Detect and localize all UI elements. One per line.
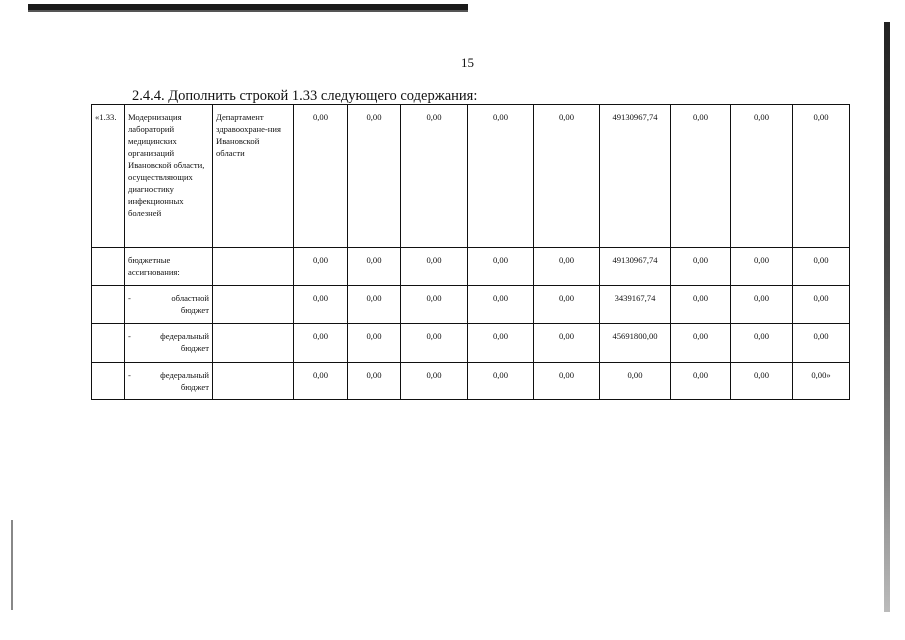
value-cell: 0,00 — [468, 363, 534, 400]
table-row-main — [92, 105, 850, 248]
value-cell: 0,00 — [793, 324, 850, 363]
value-cell: 0,00 — [671, 286, 731, 324]
value-cell: 0,00 — [671, 248, 731, 286]
value-cell: 0,00 — [348, 286, 401, 324]
value-cell: 0,00 — [731, 363, 793, 400]
label-suffix: бюджетные ассигнования: — [128, 255, 180, 277]
value-cell: 0,00 — [793, 105, 850, 248]
empty-cell — [92, 286, 125, 324]
empty-cell — [213, 248, 294, 286]
executor: Департамент здравоохране-ния Ивановской области — [213, 105, 294, 248]
table-row-federal-budget-2 — [92, 363, 850, 400]
value-cell: 0,00 — [468, 105, 534, 248]
table-row-budget-total — [92, 248, 850, 286]
value-cell: 49130967,74 — [600, 248, 671, 286]
value-cell: 0,00 — [401, 363, 468, 400]
value-cell: 0,00 — [671, 324, 731, 363]
page-number: 15 — [461, 55, 474, 70]
sub-row-label — [125, 324, 213, 363]
value-cell: 0,00 — [731, 286, 793, 324]
value-cell: 0,00 — [294, 248, 348, 286]
value-cell: 45691800,00 — [600, 324, 671, 363]
value-cell: 0,00 — [294, 286, 348, 324]
label-suffix: областной бюджет — [171, 293, 209, 315]
label-prefix: - — [128, 370, 131, 380]
value-cell: 0,00 — [534, 286, 600, 324]
value-cell: 0,00 — [600, 363, 671, 400]
empty-cell — [92, 363, 125, 400]
table-row-regional-budget — [92, 286, 850, 324]
value-cell: 0,00 — [348, 324, 401, 363]
value-cell: 0,00 — [731, 248, 793, 286]
sub-row-label — [125, 248, 213, 286]
value-cell: 0,00 — [671, 105, 731, 248]
empty-cell — [213, 286, 294, 324]
value-cell: 0,00 — [534, 105, 600, 248]
value-cell: 0,00 — [294, 105, 348, 248]
label-prefix: - — [128, 293, 131, 303]
value-cell: 0,00 — [468, 324, 534, 363]
budget-table — [91, 104, 850, 400]
section-heading: 2.4.4. Дополнить строкой 1.33 следующего содержания: — [132, 88, 478, 104]
value-cell: 0,00 — [401, 286, 468, 324]
label-suffix: федеральный бюджет — [160, 331, 209, 353]
empty-cell — [92, 324, 125, 363]
value-cell: 0,00 — [468, 286, 534, 324]
value-cell: 0,00 — [348, 248, 401, 286]
value-cell: 0,00 — [294, 363, 348, 400]
row-index: «1.33. — [92, 105, 125, 248]
value-cell: 0,00 — [534, 324, 600, 363]
scan-right-edge — [884, 22, 890, 612]
sub-row-label — [125, 286, 213, 324]
table-row-federal-budget — [92, 324, 850, 363]
label-prefix: - — [128, 331, 131, 341]
value-cell: 0,00 — [401, 248, 468, 286]
value-cell: 0,00 — [294, 324, 348, 363]
scan-left-edge — [11, 520, 13, 610]
scan-top-edge — [28, 4, 468, 14]
value-cell: 0,00» — [793, 363, 850, 400]
value-cell: 0,00 — [534, 248, 600, 286]
measure-name: Модернизация лабораторий медицинских организаций Ивановской области, осуществляющих диагностику инфекционных болезней — [125, 105, 213, 248]
value-cell: 0,00 — [348, 363, 401, 400]
value-cell: 0,00 — [348, 105, 401, 248]
value-cell: 0,00 — [731, 324, 793, 363]
value-cell: 0,00 — [671, 363, 731, 400]
value-cell: 0,00 — [468, 248, 534, 286]
sub-row-label — [125, 363, 213, 400]
value-cell: 0,00 — [401, 324, 468, 363]
value-cell: 0,00 — [731, 105, 793, 248]
empty-cell — [213, 324, 294, 363]
empty-cell — [92, 248, 125, 286]
value-cell: 3439167,74 — [600, 286, 671, 324]
value-cell: 0,00 — [793, 286, 850, 324]
empty-cell — [213, 363, 294, 400]
value-cell: 0,00 — [534, 363, 600, 400]
value-cell: 49130967,74 — [600, 105, 671, 248]
value-cell: 0,00 — [401, 105, 468, 248]
value-cell: 0,00 — [793, 248, 850, 286]
label-suffix: федеральный бюджет — [160, 370, 209, 392]
